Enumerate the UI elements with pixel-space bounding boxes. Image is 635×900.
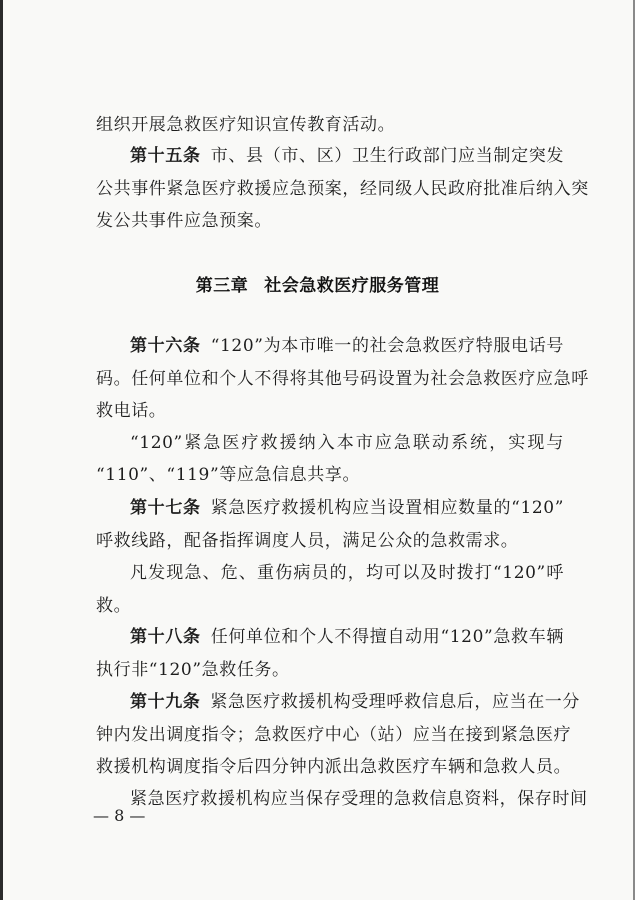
- article-16-line-1: [130, 335, 564, 357]
- article-18-line-2: [96, 659, 290, 681]
- article-16-heading: 第十六条: [130, 336, 201, 356]
- article-16-line-5: [96, 464, 360, 486]
- line-text: “110”、“119”等应急信息共享。: [96, 465, 361, 485]
- article-15-line-2: [96, 178, 589, 200]
- line-text: 救电话。: [96, 401, 167, 421]
- line-text: 市、县（市、区）卫生行政部门应当制定突发: [210, 146, 565, 166]
- line-text: 紧急医疗救援机构应当保存受理的急救信息资料，保存时间: [130, 789, 588, 809]
- line-text: 紧急医疗救援机构受理呼救信息后，应当在一分: [210, 692, 581, 712]
- line-text: 凡发现急、危、重伤病员的，均可以及时拨打“120”呼: [130, 563, 564, 583]
- line-text: 呼救线路，配备指挥调度人员，满足公众的急救需求。: [96, 531, 519, 551]
- line-text: 紧急医疗救援机构应当设置相应数量的“120”: [210, 498, 564, 518]
- page-number: — 8 —: [93, 806, 146, 825]
- article-18-line-1: [130, 626, 564, 648]
- line-text: 执行非“120”急救任务。: [96, 660, 290, 680]
- article-16-line-4: [130, 432, 564, 454]
- line-text: “120”紧急医疗救援纳入本市应急联动系统，实现与: [130, 433, 564, 453]
- scan-edge-left: [0, 0, 3, 900]
- article-17-line-1: [130, 497, 564, 519]
- line-text: 救援机构调度指令后四分钟内派出急救医疗车辆和急救人员。: [96, 757, 572, 777]
- article-15-heading: 第十五条: [130, 146, 201, 166]
- line-text: 任何单位和个人不得擅自动用“120”急救车辆: [210, 627, 564, 647]
- article-17-heading: 第十七条: [130, 498, 201, 518]
- paragraph-line: [96, 114, 395, 136]
- article-17-line-2: [96, 530, 518, 552]
- article-15-line-3: [96, 210, 272, 232]
- chapter-title: 社会急救医疗服务管理: [264, 276, 440, 296]
- article-15-line-1: [130, 145, 564, 167]
- line-text: 发公共事件应急预案。: [96, 211, 272, 231]
- article-19-heading: 第十九条: [130, 692, 201, 712]
- line-text: 组织开展急救医疗知识宣传教育活动。: [96, 115, 396, 135]
- article-19-line-2: [96, 724, 572, 746]
- article-18-heading: 第十八条: [130, 627, 201, 647]
- article-16-line-2: [96, 368, 589, 390]
- line-text: 码。任何单位和个人不得将其他号码设置为社会急救医疗应急呼: [96, 369, 589, 389]
- line-text: 钟内发出调度指令；急救医疗中心（站）应当在接到紧急医疗: [96, 725, 572, 745]
- line-text: “120”为本市唯一的社会急救医疗特服电话号: [210, 336, 564, 356]
- article-19-line-1: [130, 691, 581, 713]
- article-17-line-3: [130, 562, 564, 584]
- article-19-line-3: [96, 756, 572, 778]
- line-text: 救。: [96, 596, 132, 616]
- chapter-heading: [0, 271, 635, 296]
- line-text: 公共事件紧急医疗救援应急预案，经同级人民政府批准后纳入突: [96, 179, 589, 199]
- article-17-line-4: [96, 595, 131, 617]
- article-16-line-3: [96, 400, 166, 422]
- chapter-number: 第三章: [195, 276, 249, 296]
- article-19-line-4: [130, 788, 588, 810]
